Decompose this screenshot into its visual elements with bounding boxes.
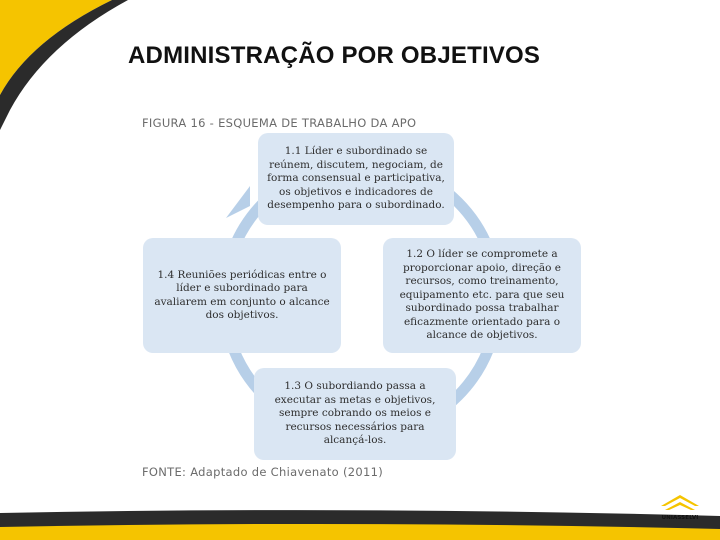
figure-caption: FIGURA 16 - ESQUEMA DE TRABALHO DA APO: [142, 116, 417, 130]
step-box-1-4: [143, 238, 341, 353]
step-text-1-4: 1.4 Reuniões periódicas entre o líder e subordinado para avaliarem em conjunto o alcance dos objetivos.: [154, 268, 330, 321]
step-text-1-1: 1.1 Líder e subordinado se reúnem, discutem, negociam, de forma consensual e participativa, os objetivos e indicadores de desempenho para o subordinado.: [267, 145, 445, 212]
step-box-1-2: [383, 238, 581, 353]
logo-mark-icon: [655, 490, 705, 516]
slide-title: ADMINISTRAÇÃO POR OBJETIVOS: [128, 42, 541, 69]
step-text-1-3: 1.3 O subordiando passa a executar as metas e objetivos, sempre cobrando os meios e recursos necessários para alcançá-los.: [274, 380, 436, 447]
cycle-arrowhead: [226, 186, 250, 218]
step-box-1-3: [254, 368, 456, 460]
step-box-1-1: [258, 133, 454, 225]
figure-source: FONTE: Adaptado de Chiavenato (2011): [142, 465, 383, 479]
uniasselvi-logo: [655, 490, 705, 526]
step-text-1-2: 1.2 O líder se compromete a proporcionar apoio, direção e recursos, como treinamento, equipamento etc. para que seu subordinado possa trabalhar eficazmente orientado para o alcance de objetivos.: [399, 248, 565, 342]
logo-text: UNIASSELVI: [661, 515, 699, 521]
